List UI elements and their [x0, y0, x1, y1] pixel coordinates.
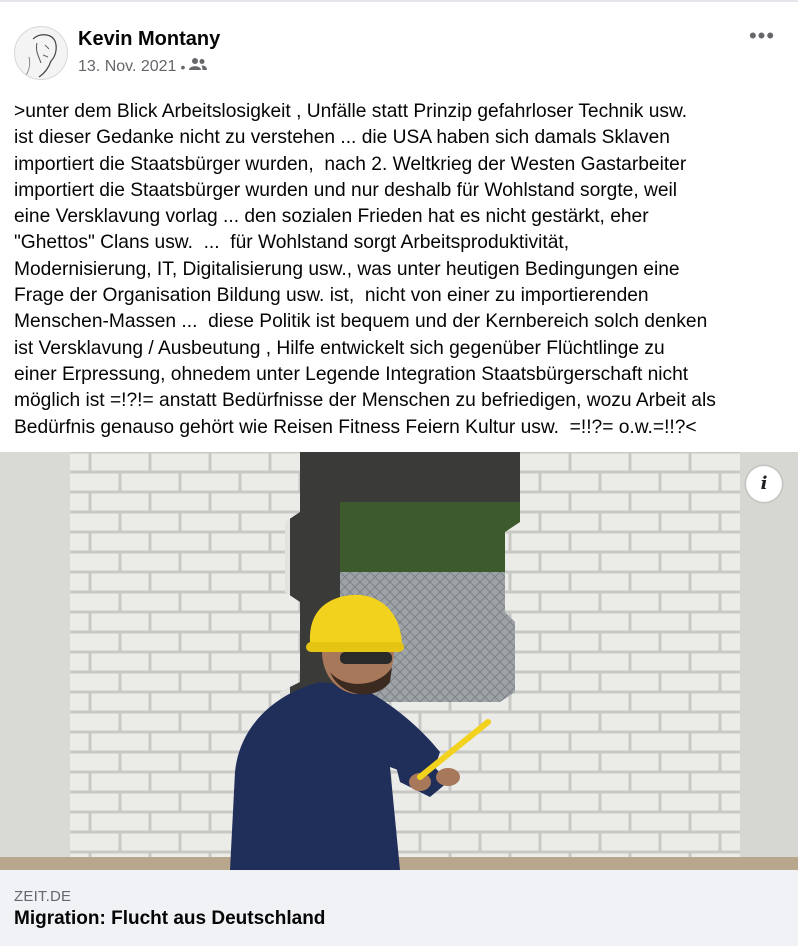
more-options-icon[interactable]: •••: [748, 23, 776, 48]
construction-worker-photo: [0, 452, 798, 870]
post-text-line: eine Versklavung vorlag ... den sozialen Frieden hat es nicht gestärkt, eher: [14, 206, 649, 228]
post-text-line: Frage der Organisation Bildung usw. ist, nicht von einer zu importierenden: [14, 285, 649, 307]
post-meta: [78, 57, 207, 76]
post-text-line: ist dieser Gedanke nicht zu verstehen ... die USA haben sich damals Sklaven: [14, 127, 670, 149]
top-divider: [0, 0, 798, 2]
link-title[interactable]: Migration: Flucht aus Deutschland: [14, 908, 326, 929]
link-domain: ZEIT.DE: [14, 888, 72, 905]
post-date[interactable]: 13. Nov. 2021: [78, 57, 177, 75]
post-text-line: importiert die Staatsbürger wurden, nach 2. Weltkrieg der Westen Gastarbeiter: [14, 153, 687, 175]
post-body: [14, 99, 792, 441]
info-icon[interactable]: i: [746, 466, 782, 502]
post-text-line: möglich ist =!?!= anstatt Bedürfnisse der Menschen zu befriedigen, wozu Arbeit als: [14, 390, 716, 412]
post-text-line: Modernisierung, IT, Digitalisierung usw., was unter heutigen Bedingungen eine: [14, 258, 680, 280]
post-text-line: "Ghettos" Clans usw. ... für Wohlstand sorgt Arbeitsproduktivität,: [14, 232, 570, 254]
link-preview-footer[interactable]: [0, 870, 798, 946]
link-preview-image[interactable]: [0, 452, 798, 870]
meta-separator: •: [180, 58, 186, 75]
author-name[interactable]: Kevin Montany: [78, 28, 221, 50]
friends-icon[interactable]: [189, 57, 207, 76]
post-text-line: ist Versklavung / Ausbeutung , Hilfe entwickelt sich gegenüber Flüchtlinge zu: [14, 337, 665, 359]
post-text-line: Bedürfnis genauso gehört wie Reisen Fitness Feiern Kultur usw. =!!?= o.w.=!!?<: [14, 416, 697, 438]
author-avatar[interactable]: [14, 26, 68, 80]
avatar-sketch-icon: [15, 27, 68, 80]
post-text-line: importiert die Staatsbürger wurden und nur deshalb für Wohlstand sorgte, weil: [14, 179, 678, 201]
post-text-line: Menschen-Massen ... diese Politik ist bequem und der Kernbereich solch denken: [14, 311, 708, 333]
post-header: [14, 23, 784, 82]
post-text-line: einer Erpressung, ohnedem unter Legende Integration Staatsbürgerschaft nicht: [14, 363, 689, 385]
post-text-line: >unter dem Blick Arbeitslosigkeit , Unfälle statt Prinzip gefahrloser Technik usw.: [14, 101, 688, 122]
